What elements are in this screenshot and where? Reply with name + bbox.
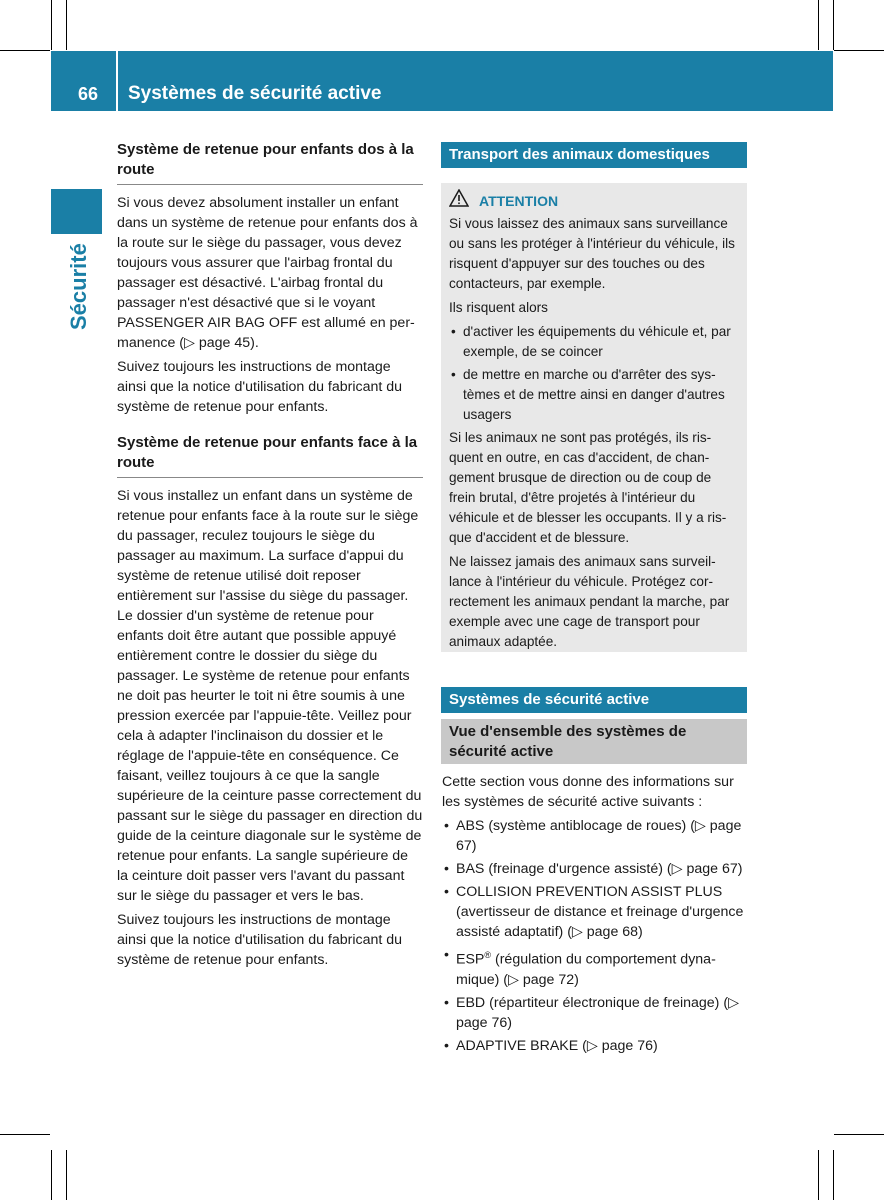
warning-paragraph: Si vous laissez des animaux sans surveillance ou sans les protéger à l'intérieur du véhicule, ils risquent d'appuyer sur des touches ou des contacteurs, par exemple. (449, 216, 735, 291)
right-list (442, 772, 748, 1059)
esp-label: ESP (456, 951, 485, 968)
crop-mark (66, 0, 67, 50)
warning-title (449, 189, 739, 212)
paragraph: Si vous installez un enfant dans un système de retenue pour enfants face à la route sur le siège du passager, reculez toujours le siège du passager au maximum. La surface d'appui du système de retenue utilisé doit reposer entièrement sur l'assise du siège du passager. Le dossier d'un système de retenue pour enfants doit être autant que possible appuyé entièrement contre le dossier du siège du passager. Le système de retenue pour enfants ne doit pas heurter le toit ni être soumis à une pression exercée par l'appuie-tête. Veillez pour cela à adapter l'inclinaison du dossier et le réglage de l'appuie-tête en conséquence. Ce faisant, veillez toujours à ce que la sangle supérieure de la ceinture passe correctement du passant sur le siège du passager en direction du guide de la ceinture diagonale sur le système de retenue pour enfants. La sangle supérieure de la ceinture doit passer vers l'avant du passant sur le siège du passager et vers le bas. (117, 488, 423, 904)
registered-mark: ® (484, 950, 492, 960)
crop-mark (834, 50, 884, 51)
left-column (117, 140, 423, 974)
section-header-active-safety: Systèmes de sécurité active (441, 687, 747, 713)
side-tab-label: Sécurité (66, 243, 91, 330)
crop-mark (51, 1150, 52, 1200)
intro-paragraph: Cette section vous donne des informations sur les systèmes de sécurité active suivants : (442, 774, 734, 810)
crop-mark (818, 0, 819, 50)
crop-mark (66, 1150, 67, 1200)
warning-paragraph: Si les animaux ne sont pas protégés, ils risquent en outre, en cas d'accident, de changement brusque de direction ou de coup de frein brutal, d'être projetés à l'intérieur du véhicule et de blesser les occupants. Il y a risque d'accident et de blessure. (449, 430, 727, 545)
crop-mark (0, 50, 50, 51)
paragraph: Suivez toujours les instructions de montage ainsi que la notice d'utilisation du fabricant du système de retenue pour enfants. (117, 359, 403, 415)
warning-paragraph: Ne laissez jamais des animaux sans surveillance à l'intérieur du véhicule. Protégez correctement les animaux pendant la marche, par exemple avec une cage de transport pour animaux adaptée. (449, 554, 730, 649)
list-item: • EBD (répartiteur électronique de freinage) (▷ page 76) (442, 993, 748, 1033)
page-title: Systèmes de sécurité active (128, 83, 382, 104)
paragraph: Si vous devez absolument installer un enfant dans un système de retenue pour enfants dos à la route sur le siège du passager, vous devez toujours vous assurer que l'airbag frontal du passager est désactivé. L'airbag frontal du passager n'est désactivé que si le voyant PASSENGER AIR BAG OFF est allumé en permanence (▷ page 45). (117, 195, 418, 351)
side-tab-marker (51, 189, 102, 234)
section-heading: Système de retenue pour enfants face à la route (117, 433, 423, 478)
section-heading: Système de retenue pour enfants dos à la route (117, 140, 423, 185)
list-item: • ABS (système antiblocage de roues) (▷ page 67) (442, 816, 748, 856)
warning-title-text: ATTENTION (479, 192, 559, 209)
crop-mark (818, 1150, 819, 1200)
header-separator (116, 51, 118, 111)
warning-triangle-icon (449, 189, 469, 212)
crop-mark (51, 0, 52, 50)
warning-bullet: • d'activer les équipements du véhicule et, par exemple, de se coincer (449, 322, 739, 362)
section-header-animals: Transport des animaux domestiques (441, 142, 747, 168)
esp-description: (régulation du comportement dynamique) (▷ page 72) (456, 951, 716, 988)
warning-bullet: • de mettre en marche ou d'arrêter des systèmes et de mettre ainsi en danger d'autres usagers (449, 365, 739, 425)
list-item: • ADAPTIVE BRAKE (▷ page 76) (442, 1036, 748, 1056)
list-item-esp (442, 945, 748, 990)
crop-mark (0, 1134, 50, 1135)
subsection-heading: Vue d'ensemble des systèmes de sécurité active (441, 719, 747, 764)
paragraph: Suivez toujours les instructions de montage ainsi que la notice d'utilisation du fabricant du système de retenue pour enfants. (117, 912, 403, 968)
warning-box (441, 183, 747, 652)
page-number: 66 (78, 84, 99, 104)
crop-mark (834, 1134, 884, 1135)
crop-mark (833, 1150, 834, 1200)
list-item: • BAS (freinage d'urgence assisté) (▷ page 67) (442, 859, 748, 879)
list-item: • COLLISION PREVENTION ASSIST PLUS (avertisseur de distance et freinage d'urgence assisté adaptatif) (▷ page 68) (442, 882, 748, 942)
warning-paragraph: Ils risquent alors (449, 300, 548, 315)
crop-mark (833, 0, 834, 50)
